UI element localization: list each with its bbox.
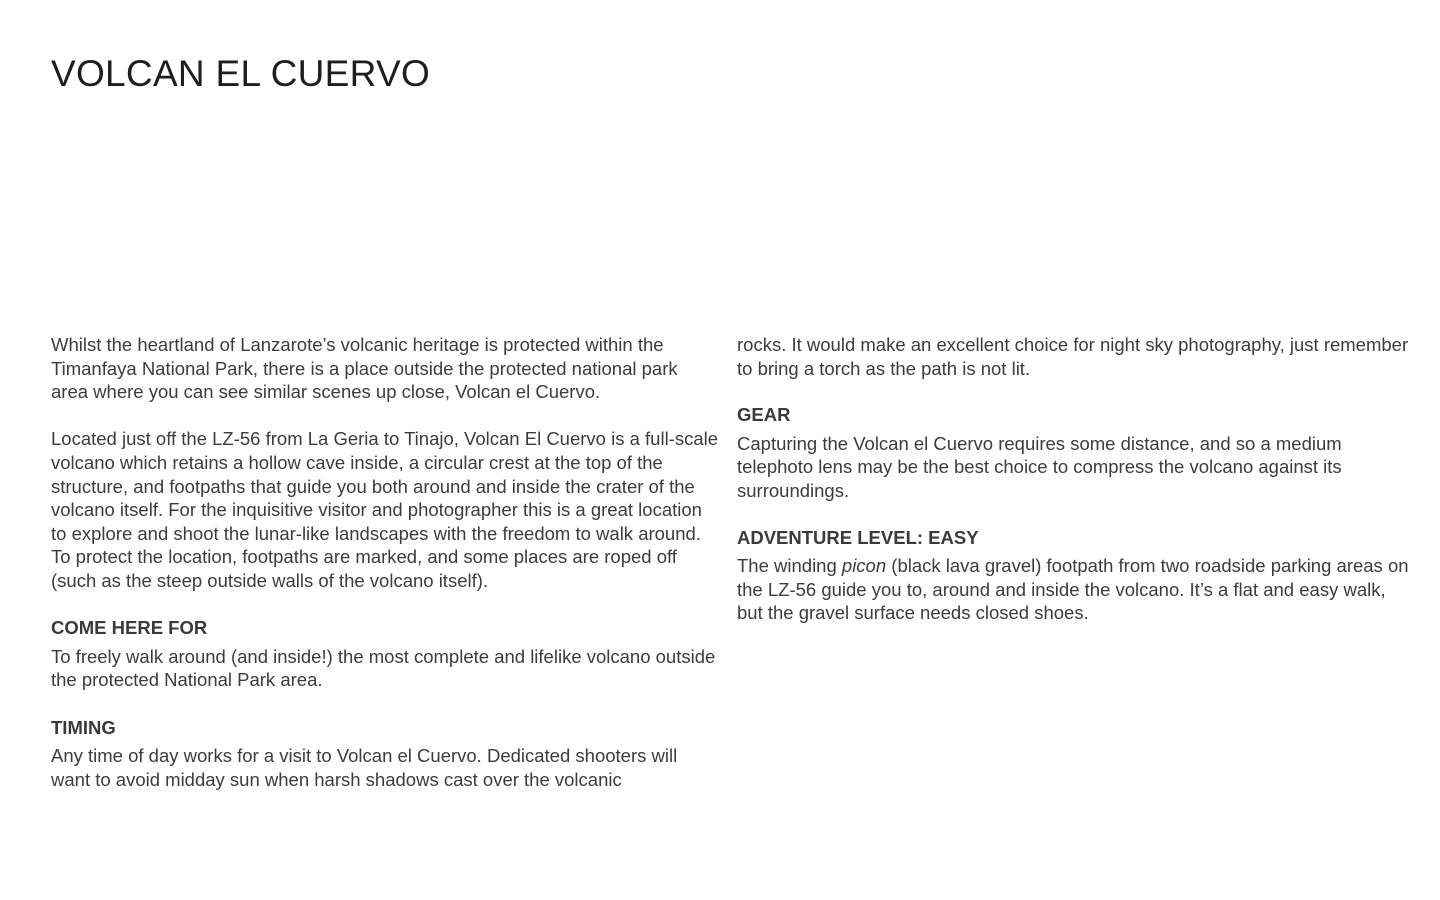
adventure-level-body — [737, 554, 1409, 625]
intro-paragraph-1: Whilst the heartland of Lanzarote’s volcanic heritage is protected within the Timanfaya National Park, there is a place outside the protected national park area where you can see similar scenes up close, Volcan el Cuervo. — [51, 334, 678, 403]
adventure-level-heading: ADVENTURE LEVEL: EASY — [737, 526, 979, 548]
gear-heading: GEAR — [737, 404, 791, 426]
picon-term: picon — [841, 555, 887, 577]
timing-heading: TIMING — [51, 716, 116, 738]
adventure-level-body-end: (black lava gravel) footpath from two roadside parking areas on the LZ-56 guide you to, around and inside the volcano. It’s a flat and easy walk, but the gravel surface needs closed shoes. — [737, 555, 1409, 624]
adventure-level-body-start: The winding — [737, 555, 842, 577]
page-title: VOLCAN EL CUERVO — [51, 53, 431, 94]
timing-body-part-2: rocks. It would make an excellent choice for night sky photography, just remember to bring a torch as the path is not lit. — [737, 334, 1409, 379]
timing-body-part-1: Any time of day works for a visit to Volcan el Cuervo. Dedicated shooters will want to avoid midday sun when harsh shadows cast over the volcanic — [51, 745, 678, 790]
gear-body: Capturing the Volcan el Cuervo requires some distance, and so a medium telephoto lens may be the best choice to compress the volcano against its surroundings. — [737, 432, 1342, 501]
intro-paragraph-2: Located just off the LZ-56 from La Geria to Tinajo, Volcan El Cuervo is a full-scale volcano which retains a hollow cave inside, a circular crest at the top of the structure, and footpaths that guide you both around and inside the crater of the volcano itself. For the inquisitive visitor and photographer this is a great location to explore and shoot the lunar-like landscapes with the freedom to walk around. To protect the location, footpaths are marked, and some places are roped off (such as the steep outside walls of the volcano itself). — [51, 428, 719, 591]
right-column — [737, 333, 1409, 625]
come-here-for-heading: COME HERE FOR — [51, 617, 208, 639]
come-here-for-body: To freely walk around (and inside!) the most complete and lifelike volcano outside the protected National Park area. — [51, 645, 716, 691]
left-column — [51, 333, 719, 791]
